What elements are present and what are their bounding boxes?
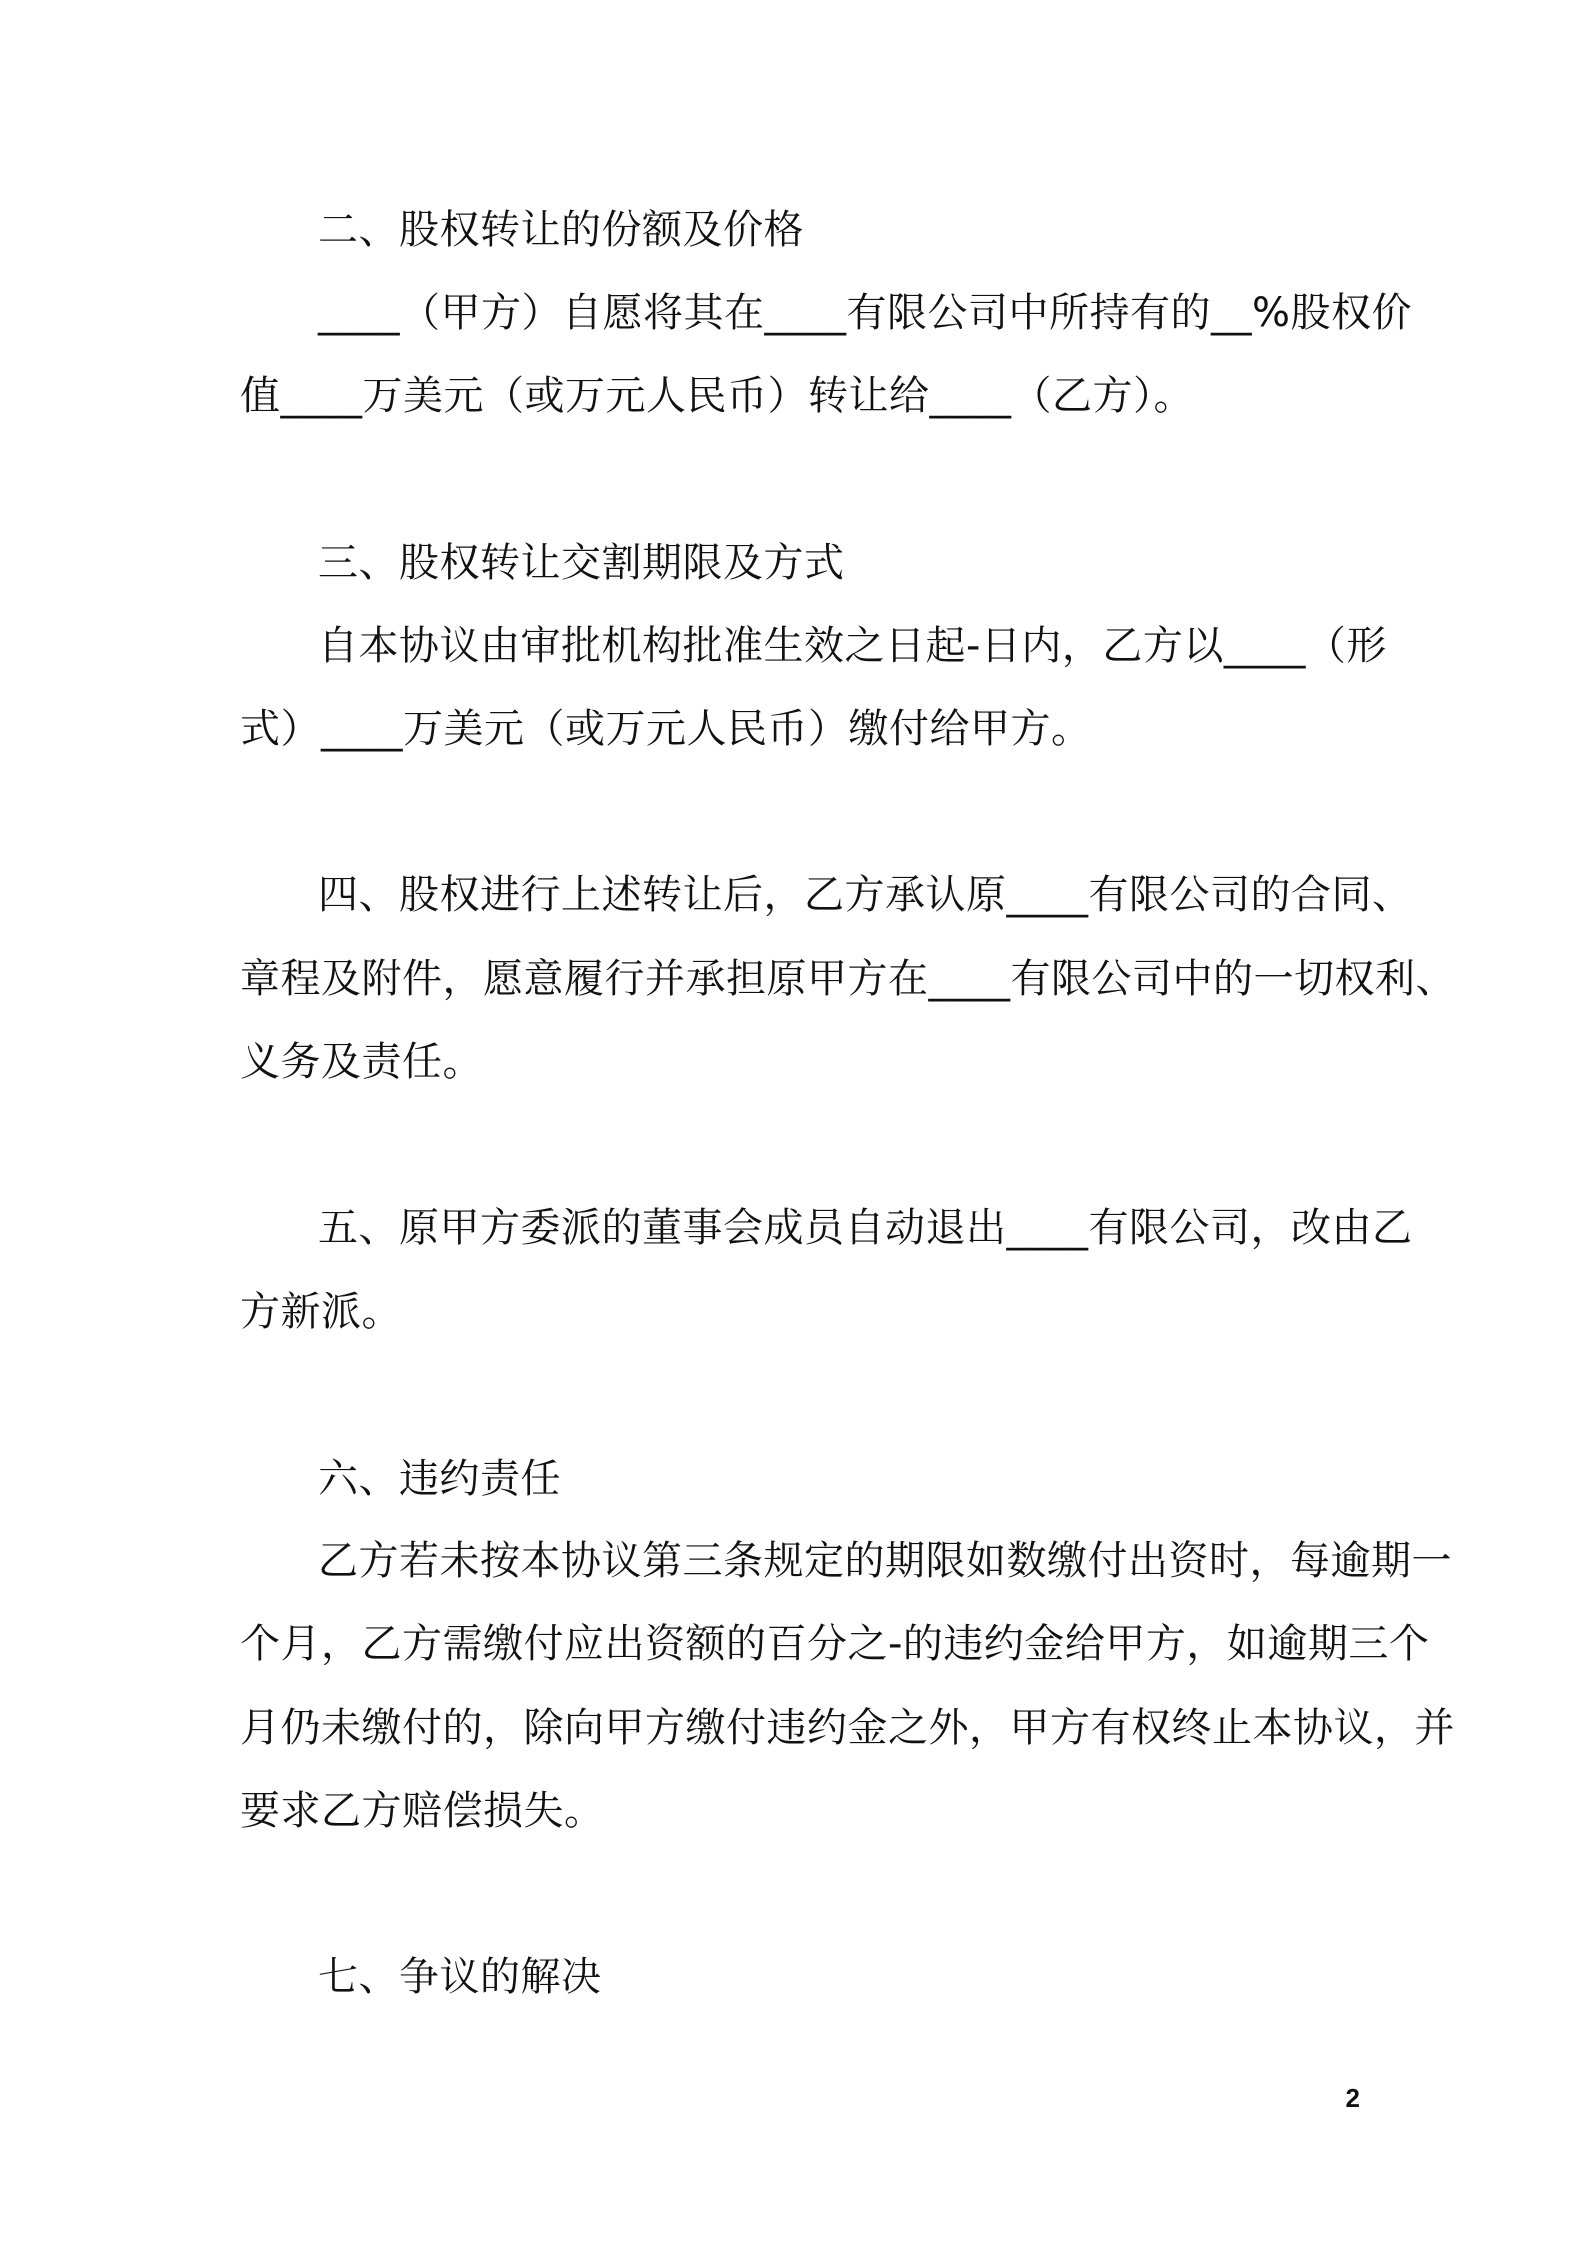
paragraph-line: 自本协议由审批机构批准生效之日起-日内，乙方以____（形 <box>318 623 1387 669</box>
paragraph-line: 五、原甲方委派的董事会成员自动退出____有限公司，改由乙 <box>318 1205 1413 1251</box>
paragraph-line: 义务及责任。 <box>240 1039 483 1085</box>
section-heading-delivery-terms: 三、股权转让交割期限及方式 <box>318 540 845 586</box>
section-heading-breach-liability: 六、违约责任 <box>318 1456 561 1502</box>
page-number: 2 <box>1345 2083 1360 2113</box>
paragraph-line: ____（甲方）自愿将其在____有限公司中所持有的__%股权价 <box>318 290 1413 336</box>
paragraph-line: 月仍未缴付的，除向甲方缴付违约金之外，甲方有权终止本协议，并 <box>240 1705 1455 1751</box>
paragraph-line: 章程及附件，愿意履行并承担原甲方在____有限公司中的一切权利、 <box>240 956 1456 1002</box>
paragraph-line: 值____万美元（或万元人民币）转让给____（乙方）。 <box>240 373 1194 419</box>
section-heading-dispute-resolution: 七、争议的解决 <box>318 1954 602 2000</box>
paragraph-line: 要求乙方赔偿损失。 <box>240 1788 605 1834</box>
paragraph-line: 个月，乙方需缴付应出资额的百分之-的违约金给甲方，如逾期三个 <box>240 1621 1430 1667</box>
paragraph-line: 四、股权进行上述转让后，乙方承认原____有限公司的合同、 <box>318 872 1413 918</box>
paragraph-line: 式）____万美元（或万元人民币）缴付给甲方。 <box>240 706 1092 752</box>
paragraph-line: 方新派。 <box>240 1289 402 1335</box>
paragraph-line: 乙方若未按本协议第三条规定的期限如数缴付出资时，每逾期一 <box>318 1538 1452 1584</box>
section-heading-share-amount-price: 二、股权转让的份额及价格 <box>318 207 804 253</box>
